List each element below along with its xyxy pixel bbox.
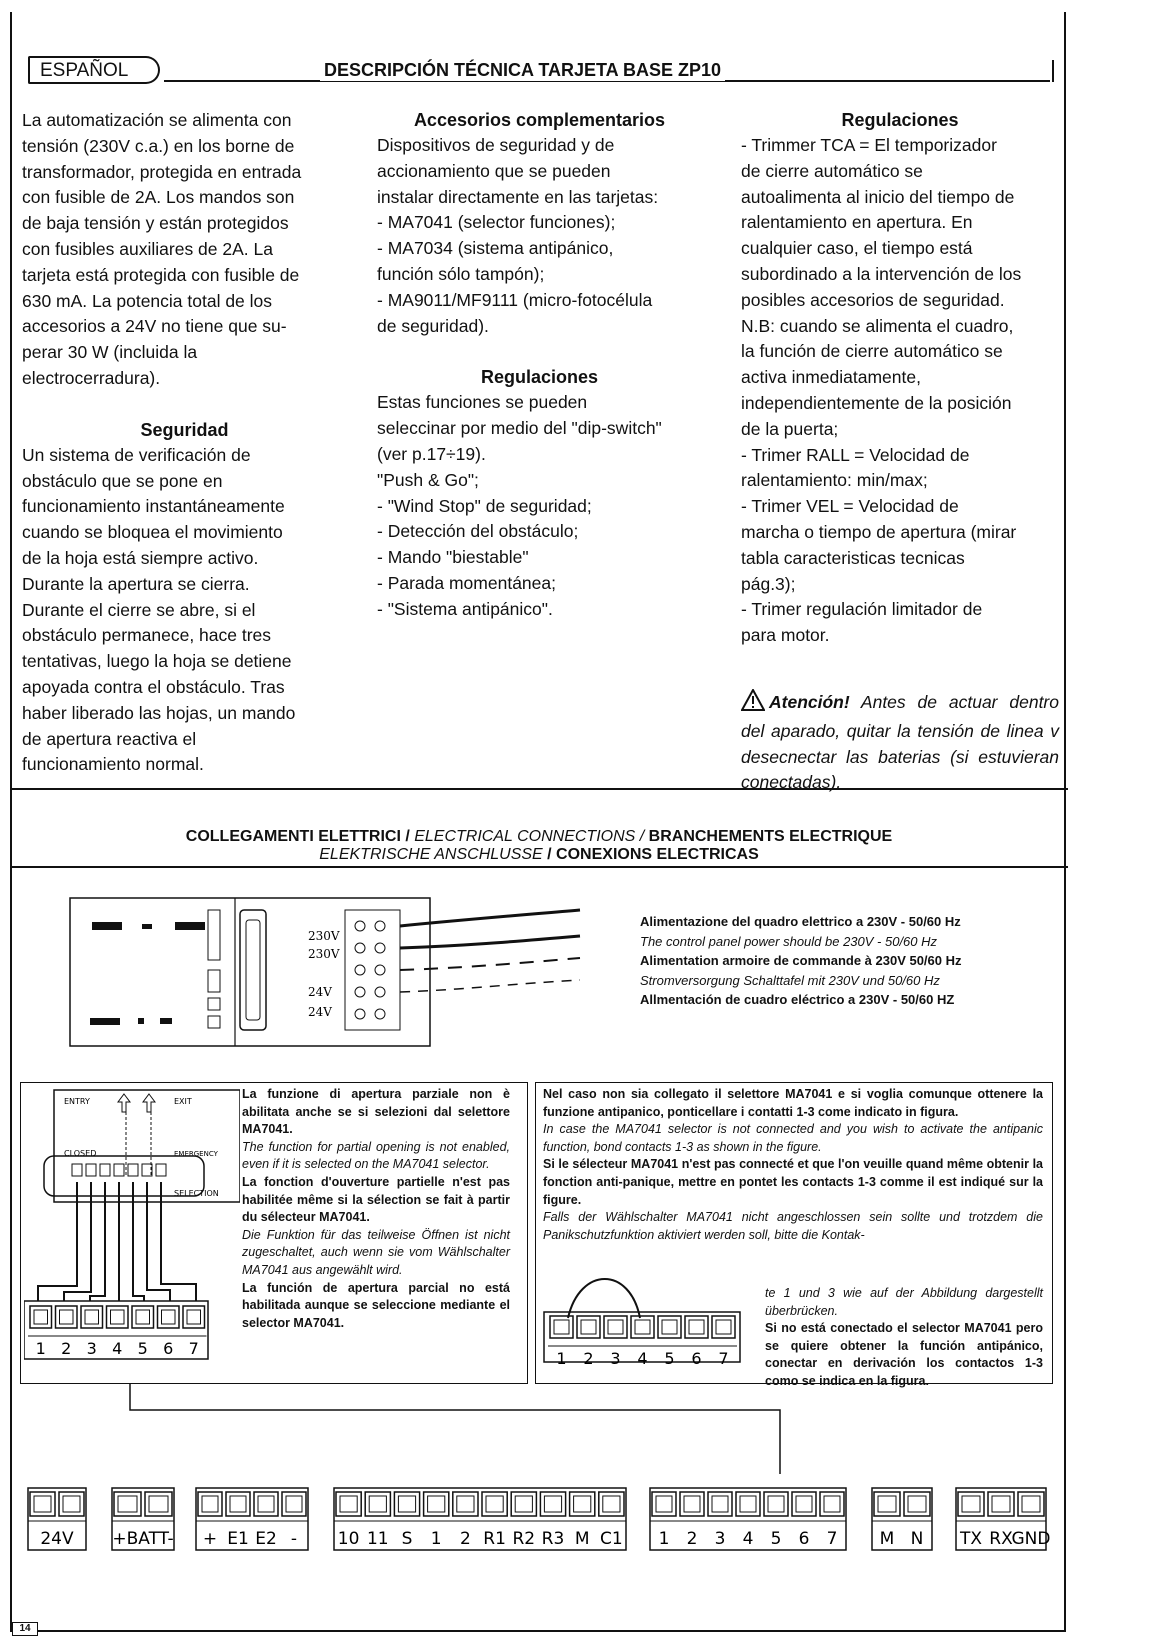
column-trimmers [741,108,1059,796]
terminal-label: 11 [366,1529,389,1549]
antipanic-es: Si no está conectado el selector MA7041 pero se quiere obtener la función antipánico, conectar en derivación los contactos 1-3 como se indica en la figura. [765,1321,1043,1388]
terminal-screw [540,1492,565,1516]
terminal-screw [958,1492,984,1516]
terminal-screw [904,1492,930,1516]
battery-wire [400,980,580,992]
power-caption [640,912,962,1010]
terminal-screw [988,1492,1014,1516]
trimmer-line: independientemente de la posición [741,392,1012,413]
regulations-line: (ver p.17÷19). [377,443,486,464]
intro-line: con fusibles auxiliares de 2A. La [22,238,273,259]
antipanic-terminal-label: 7 [718,1349,729,1366]
accessories-line: accionamiento que se pueden [377,160,611,181]
trimmer-line: la función de cierre automático se [741,341,1003,362]
power-it: Alimentazione del quadro elettrico a 230V - 50/60 Hz [640,914,961,929]
terminal-group-e1e2 [196,1488,308,1550]
terminal-label: E1 [227,1529,249,1549]
terminal-label: R1 [483,1529,506,1549]
regulations-line: - "Wind Stop" de seguridad; [377,495,592,516]
trimmer-line: ralentamiento: min/max; [741,470,928,491]
regulations-line: Estas funciones se pueden [377,392,588,413]
terminal-screw [1018,1492,1044,1516]
warning-note [741,689,1059,796]
link-line [120,1384,820,1474]
trimmers-paragraph [741,133,1059,649]
terminal-screw [365,1492,390,1516]
intro-line: 630 mA. La potencia total de los [22,290,273,311]
sel-emergency: EMERGENCY [174,1150,218,1158]
terminal-screw [424,1492,449,1516]
connections-title [10,828,1068,864]
security-line: Durante la apertura se cierra. [22,573,250,594]
security-line: cuando se bloquea el movimiento [22,522,283,543]
accessories-line: de seguridad). [377,315,489,336]
terminal-label: M [879,1529,895,1549]
terminal-screw [107,1306,129,1328]
terminal-screw [282,1492,306,1516]
partial-opening-text [242,1086,510,1332]
terminal-group-motor [872,1488,932,1550]
battery-wire [400,958,580,970]
security-line: obstáculo permanece, hace tres [22,625,272,646]
selector-terminal-label: 5 [137,1339,148,1358]
terminal-screw [680,1492,704,1516]
power-de: Stromversorgung Schalttafel mit 230V und 50/60 Hz [640,972,940,988]
partial-de: Die Funktion für das teilweise Öffnen ist nicht zugeschaltet, auch wenn sie vom Wählschalter MA7041 aus angewählt wird. [242,1227,510,1277]
accessories-line: - MA7034 (sistema antipánico, [377,238,614,259]
regulations-line: - Mando "biestable" [377,547,529,568]
sel-closed: CLOSED [64,1149,97,1158]
accessories-line: instalar directamente en las tarjetas: [377,186,659,207]
antipanic-de-b: te 1 und 3 wie auf der Abbildung dargestellt überbrücken. [765,1286,1043,1318]
regulations-heading: Regulaciones [480,367,599,388]
terminal-screw [158,1306,180,1328]
security-line: Durante el cierre se abre, si el [22,599,256,620]
power-wire [400,910,580,926]
terminal-screw [56,1306,78,1328]
connector [208,970,220,992]
terminal-label: M [574,1529,590,1549]
connector [208,1016,220,1028]
security-line: tentativas, luego la hoja se detiene [22,651,292,672]
terminal-screw [550,1316,573,1338]
antipanic-terminal-label: 2 [583,1349,594,1366]
regulations-paragraph [377,390,702,622]
section-divider [10,866,1068,868]
terminal-group-selector [650,1488,846,1550]
power-label-3: 24V [308,985,332,999]
security-line: funcionamiento instantáneamente [22,496,285,517]
terminal-label: GND [1011,1529,1051,1549]
accessories-paragraph [377,133,702,339]
terminal-screw [820,1492,844,1516]
accessories-line: - MA9011/MF9111 (micro-fotocélula [377,289,653,310]
chip [160,1018,172,1024]
title-it: COLLEGAMENTI ELETTRICI / [185,828,410,845]
selector-terminal-label: 1 [35,1339,46,1358]
power-es: Allmentación de cuadro eléctrico a 230V - 50/60 HZ [640,992,955,1007]
regulations-line: seleccinar por medio del "dip-switch" [377,418,662,439]
terminal-screw [736,1492,760,1516]
trimmer-line: autoalimenta al inicio del tiempo de [741,186,1015,207]
trimmer-line: - Trimmer TCA = El temporizador [741,135,997,155]
section-header [28,56,1060,86]
antipanic-terminal-label: 5 [664,1349,675,1366]
terminal-screw [30,1492,55,1516]
intro-paragraph [22,108,347,392]
chip [90,1018,120,1025]
terminal-screw [336,1492,361,1516]
trimmer-line: para motor. [741,625,830,646]
terminal-label: E2 [255,1529,277,1549]
terminal-screw [658,1316,681,1338]
terminal-screw [226,1492,250,1516]
terminal-group-photo [956,1488,1050,1550]
trimmer-line: de cierre automático se [741,160,923,181]
terminal-label: + [202,1529,218,1549]
security-line: Un sistema de verificación de [22,444,251,465]
partial-es: La función de apertura parcial no está habilitada aunque se seleccione mediante el selector MA7041. [242,1280,510,1330]
transformer-core [246,920,260,1020]
column-accessories [377,108,702,623]
page-number: 14 [12,1622,38,1636]
intro-line: con fusible de 2A. Los mandos son [22,187,295,208]
terminal-label: +BATT- [112,1529,174,1549]
power-fr: Alimentation armoire de commande à 230V 50/60 Hz [640,953,962,968]
terminal-label: 3 [714,1529,726,1549]
terminal-label: 4 [742,1529,754,1549]
terminal-screw [511,1492,536,1516]
terminal-screw [874,1492,900,1516]
intro-line: tensión (230V c.a.) en los borne de [22,135,295,156]
terminal-screw [482,1492,507,1516]
regulations-line: - Parada momentánea; [377,572,556,593]
terminal-screw [764,1492,788,1516]
selector-terminal-label: 3 [86,1339,97,1358]
transformer [240,910,266,1030]
security-line: funcionamiento normal. [22,754,204,775]
terminal-label: 1 [658,1529,670,1549]
trimmer-line: - Trimer VEL = Velocidad de [741,496,959,517]
title-en: ELECTRICAL CONNECTIONS / [409,828,645,845]
trimmer-line: ralentamiento en apertura. En [741,212,973,233]
terminal-label: 2 [686,1529,698,1549]
terminal-group-main [334,1488,626,1550]
terminal-screw [198,1492,222,1516]
selector-diagram [24,1086,240,1380]
terminal-group-batt [112,1488,174,1550]
trimmer-line: tabla caracteristicas tecnicas [741,547,965,568]
trimmer-line: - Trimer RALL = Velocidad de [741,444,970,465]
security-line: de la hoja está siempre activo. [22,547,259,568]
terminal-label: 2 [459,1529,471,1549]
power-label-2: 230V [308,947,340,961]
trimmer-line: de la puerta; [741,418,839,439]
sel-entry: ENTRY [64,1097,90,1106]
terminal-block [345,910,400,1030]
trimmer-line: marcha o tiempo de apertura (mirar [741,521,1017,542]
terminal-screw [631,1316,654,1338]
terminal-screw [59,1492,84,1516]
chip [138,1018,144,1024]
antipanic-en: In case the MA7041 selector is not connected and you wish to activate the antipanic function, bond contacts 1-3 as shown in the figure. [543,1122,1043,1154]
accessories-line: Dispositivos de seguridad y de [377,135,615,155]
trimmer-line: - Trimer regulación limitador de [741,599,983,620]
security-paragraph [22,443,347,778]
terminal-screw [712,1316,735,1338]
column-intro [22,108,347,778]
security-line: haber liberado las hojas, un mando [22,702,296,723]
antipanic-terminal-label: 6 [691,1349,702,1366]
warning-icon [741,689,765,719]
terminal-screw [652,1492,676,1516]
trimmer-line: posibles accesorios de seguridad. [741,289,1005,310]
antipanic-text-lower [765,1285,1043,1391]
antipanic-terminal-label: 1 [556,1349,567,1366]
terminal-screw [183,1306,205,1328]
terminal-label: S [401,1529,413,1549]
intro-line: transformador, protegida en entrada [22,161,302,182]
accessories-line: función sólo tampón); [377,263,545,284]
selector-terminal-label: 7 [188,1339,199,1358]
antipanic-it: Nel caso non sia collegato il selettore MA7041 e si voglia comunque ottenere la funzione antipanico, ponticellare i contatti 1-3 come indicato in figura. [543,1087,1043,1119]
language-tag: ESPAÑOL [28,56,160,84]
terminal-screw [708,1492,732,1516]
power-wire [400,936,580,948]
partial-fr: La fonction d'ouverture partielle n'est pas habilitée même si la sélection se fait à partir du sélecteur MA7041. [242,1174,510,1225]
terminal-screw [453,1492,478,1516]
security-line: de apertura reactiva el [22,728,197,749]
chip [142,924,152,929]
trimmers-heading: Regulaciones [841,110,959,130]
terminal-label: 5 [770,1529,782,1549]
partial-en: The function for partial opening is not enabled, even if it is selected on the MA7041 selector. [242,1139,510,1172]
page-title: DESCRIPCIÓN TÉCNICA TARJETA BASE ZP10 [320,60,725,81]
title-de: ELEKTRISCHE ANSCHLUSSE [319,846,543,863]
terminal-screw [132,1306,154,1328]
intro-line: de baja tensión y están protegidos [22,213,289,234]
intro-line: perar 30 W (incluida la [22,342,198,363]
warning-label: Atención! [769,691,850,712]
terminal-screw [394,1492,419,1516]
terminal-screw [81,1306,103,1328]
intro-line: La automatización se alimenta con [22,110,292,130]
power-label-4: 24V [308,1005,332,1019]
terminal-label: 10 [337,1529,360,1549]
antipanic-terminal-label: 4 [637,1349,648,1366]
power-label-1: 230V [308,929,340,943]
terminal-label: - [290,1529,298,1549]
regulations-line: "Push & Go"; [377,469,479,490]
terminal-label: 24V [40,1529,74,1549]
security-line: apoyada contra el obstáculo. Tras [22,676,285,697]
terminal-screw [577,1316,600,1338]
terminal-label: RX [989,1529,1013,1549]
antipanic-diagram [540,1256,760,1366]
partial-it: La funzione di apertura parziale non è abilitata anche se si selezioni dal selettore MA7041. [242,1087,510,1137]
intro-line: accesorios a 24V no tiene que su- [22,316,287,337]
sel-selection: SELECTION [174,1189,219,1198]
up-arrow-icon [143,1094,155,1112]
warning-text: Antes de actuar dentro del aparado, quitar la tensión de linea v desecnectar las baterias (si estuvieran conectadas). [741,691,1059,793]
accessories-line: - MA7041 (selector funciones); [377,212,616,233]
selector-terminal-label: 2 [61,1339,72,1358]
terminal-screw [254,1492,278,1516]
selector-terminal-label: 4 [112,1339,123,1358]
accessories-heading: Accesorios complementarios [413,110,666,130]
terminal-label: 6 [798,1529,810,1549]
terminal-label: R3 [541,1529,565,1549]
terminal-strip [0,1468,1066,1568]
regulations-line: - "Sistema antipánico". [377,598,553,619]
terminal-screw [570,1492,595,1516]
intro-line: tarjeta está protegida con fusible de [22,264,300,285]
terminal-label: R2 [512,1529,536,1549]
intro-line: electrocerradura). [22,367,161,388]
terminal-group-24v [28,1488,86,1550]
header-end-mark [1042,60,1054,82]
title-fr: BRANCHEMENTS ELECTRIQUE [644,828,893,845]
terminal-screw [604,1316,627,1338]
terminal-screw [145,1492,172,1516]
terminal-label: C1 [600,1529,623,1549]
section-divider [10,788,1068,790]
down-arrow-icon [118,1094,130,1112]
terminal-screw [114,1492,141,1516]
terminal-label: 1 [430,1529,442,1549]
antipanic-text [543,1086,1043,1244]
terminal-screw [599,1492,624,1516]
title-es: / CONEXIONS ELECTRICAS [542,846,759,863]
connector [208,998,220,1010]
antipanic-terminal-label: 3 [610,1349,621,1366]
terminal-label: TX [959,1529,983,1549]
power-diagram [60,890,620,1060]
power-en: The control panel power should be 230V - 50/60 Hz [640,933,938,949]
regulations-line: - Detección del obstáculo; [377,521,579,542]
security-heading: Seguridad [140,419,229,440]
antipanic-de-a: Falls der Wählschalter MA7041 nicht angeschlossen sein sollte und trotzdem die Panikschutzfunktion aktiviert werden soll, bitte die Kontak- [543,1210,1043,1242]
chip [92,922,122,930]
terminal-screw [685,1316,708,1338]
trimmer-line: pág.3); [741,573,796,594]
chip [175,922,205,930]
selector-terminal-label: 6 [163,1339,174,1358]
trimmer-line: subordinado a la intervención de los [741,263,1022,284]
terminal-label: N [910,1529,924,1549]
terminal-label: 7 [826,1529,838,1549]
trimmer-line: activa inmediatamente, [741,367,921,388]
security-line: obstáculo que se pone en [22,470,223,491]
antipanic-fr: Si le sélecteur MA7041 n'est pas connecté et que l'on veuille quand même obtenir la fonction anti-panique, mettre en pontet les contacts 1-3 comme il est indiqué sur la figure. [543,1157,1043,1207]
trimmer-line: N.B: cuando se alimenta el cuadro, [741,315,1014,336]
trimmer-line: cualquier caso, el tiempo está [741,238,973,259]
connector [208,910,220,960]
sel-exit: EXIT [174,1097,192,1106]
terminal-screw [792,1492,816,1516]
terminal-screw [30,1306,52,1328]
